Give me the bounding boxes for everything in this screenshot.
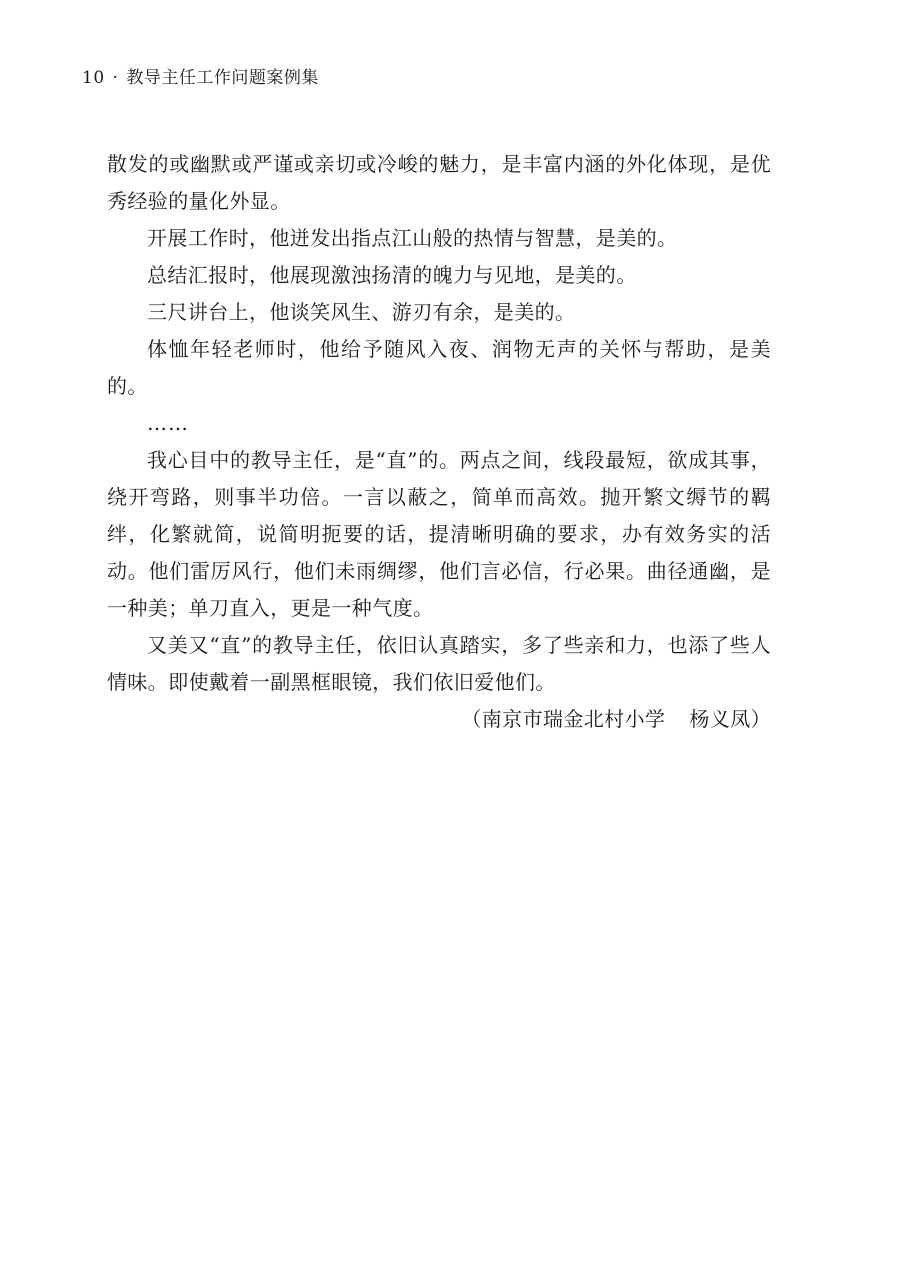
author-signature bbox=[107, 701, 771, 738]
page-number: 10 bbox=[82, 68, 105, 88]
signature-open-paren: （ bbox=[461, 707, 482, 731]
running-header bbox=[82, 66, 319, 90]
book-title: 教导主任工作问题案例集 bbox=[126, 68, 319, 88]
signature-close-paren: ） bbox=[750, 707, 771, 731]
article-body bbox=[107, 146, 771, 738]
paragraph: 体恤年轻老师时，他给予随风入夜、润物无声的关怀与帮助，是美的。 bbox=[107, 337, 771, 398]
ellipsis-line: …… bbox=[147, 411, 189, 435]
signature-author: 杨义凤 bbox=[689, 707, 751, 731]
paragraph-continued: 散发的或幽默或严谨或亲切或冷峻的魅力，是丰富内涵的外化体现，是优秀经验的量化外显。 bbox=[107, 152, 771, 213]
paragraph: 开展工作时，他迸发出指点江山般的热情与智慧，是美的。 bbox=[147, 226, 678, 250]
paragraph: 我心目中的教导主任，是“直”的。两点之间，线段最短，欲成其事，绕开弯路，则事半功倍。一言以蔽之，简单而高效。抛开繁文缛节的羁绊，化繁就简，说简明扼要的话，提清晰明确的要求，办有效务实的活动。他们雷厉风行，他们未雨绸缪，他们言必信，行必果。曲径通幽，是一种美；单刀直入，更是一种气度。 bbox=[107, 448, 771, 620]
paragraph: 三尺讲台上，他谈笑风生、游刃有余，是美的。 bbox=[147, 300, 576, 324]
paragraph: 又美又“直”的教导主任，依旧认真踏实，多了些亲和力，也添了些人情味。即使戴着一副黑框眼镜，我们依旧爱他们。 bbox=[107, 633, 771, 694]
signature-school: 南京市瑞金北村小学 bbox=[481, 707, 666, 731]
paragraph: 总结汇报时，他展现激浊扬清的魄力与见地，是美的。 bbox=[147, 263, 637, 287]
header-separator: · bbox=[112, 68, 119, 88]
